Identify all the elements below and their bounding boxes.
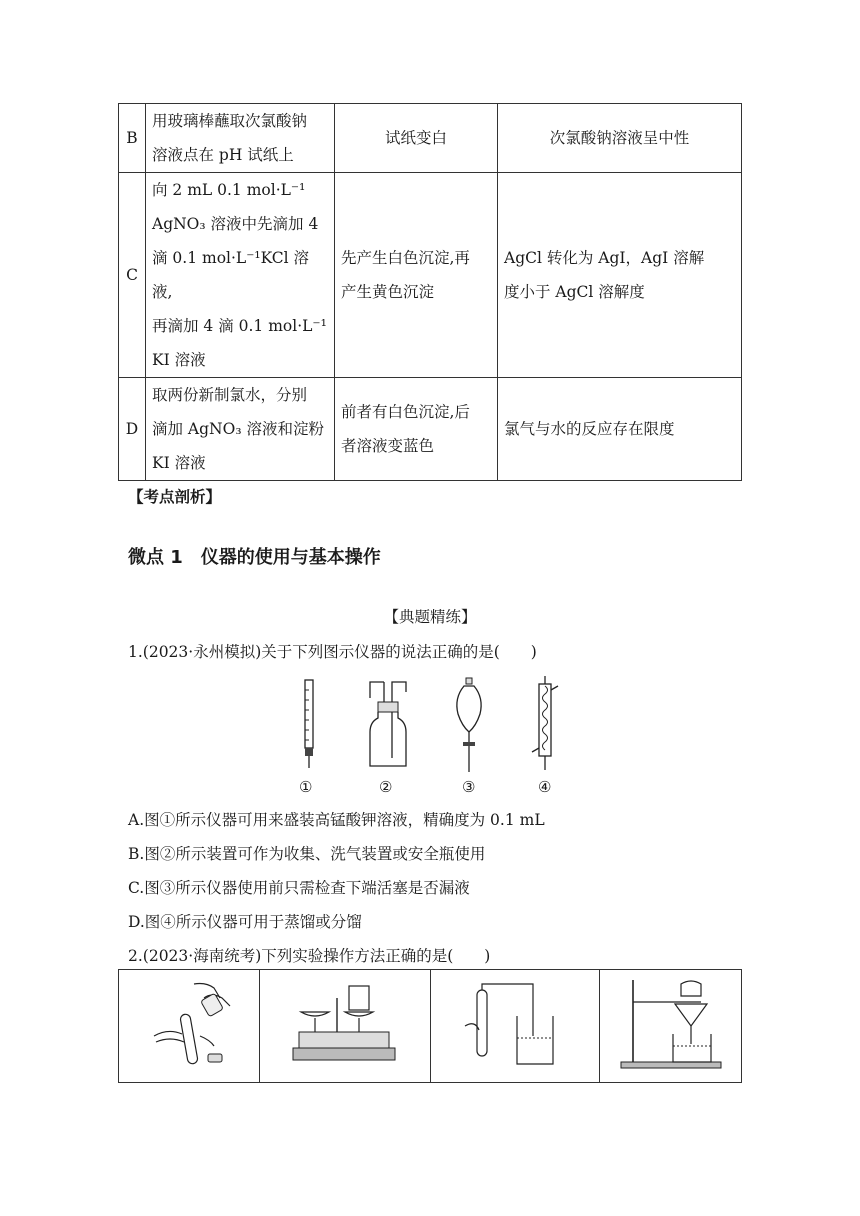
conclusion-cell (498, 378, 742, 481)
experiment-table (118, 103, 742, 481)
instrument-figure (290, 676, 600, 798)
image-cell (431, 970, 600, 1083)
exercise-heading: 【典题精练】 (383, 608, 477, 626)
condenser-icon (526, 676, 566, 776)
table-row (119, 104, 742, 173)
phenomenon-line: 者溶液变蓝色 (341, 437, 435, 455)
option-cell: C (119, 173, 146, 378)
figure-label: ② (379, 778, 393, 796)
phenomenon-line: 前者有白色沉淀,后 (341, 403, 470, 421)
option-a: A.图①所示仪器可用来盛装高锰酸钾溶液，精确度为 0.1 mL (128, 811, 545, 829)
gas-washing-bottle-icon (358, 676, 418, 776)
burette-icon (290, 676, 330, 776)
operation-line: 溶液点在 pH 试纸上 (152, 146, 294, 164)
filtration-apparatus-icon (611, 974, 731, 1074)
operation-cell (146, 104, 335, 173)
operation-cell (146, 378, 335, 481)
figure-label: ① (299, 778, 313, 796)
option-b: B.图②所示装置可作为收集、洗气装置或安全瓶使用 (128, 845, 486, 863)
operation-line: 用玻璃棒蘸取次氯酸钠 (152, 112, 308, 130)
balance-icon (285, 976, 405, 1072)
pouring-test-tube-icon (134, 976, 244, 1072)
operation-line: 向 2 mL 0.1 mol·L⁻¹ (152, 181, 306, 199)
conclusion-line: 度小于 AgCl 溶解度 (504, 283, 645, 301)
operation-cell (146, 173, 335, 378)
subsection-heading: 微点 1 仪器的使用与基本操作 (128, 547, 381, 568)
question-2-stem: 2.(2023·海南统考)下列实验操作方法正确的是( ) (128, 947, 491, 965)
phenomenon-line: 试纸变白 (384, 129, 447, 147)
conclusion-cell (498, 104, 742, 173)
table-row (119, 173, 742, 378)
phenomenon-line: 产生黄色沉淀 (341, 283, 435, 301)
option-cell: B (119, 104, 146, 173)
gas-collection-icon (455, 976, 575, 1072)
separatory-funnel-icon (450, 676, 490, 776)
operation-line: KI 溶液 (152, 454, 206, 472)
operation-line: KI 溶液 (152, 351, 206, 369)
phenomenon-cell (335, 104, 498, 173)
image-cell (600, 970, 742, 1083)
phenomenon-cell (335, 173, 498, 378)
phenomenon-line: 先产生白色沉淀,再 (341, 249, 470, 267)
option-d: D.图④所示仪器可用于蒸馏或分馏 (128, 913, 362, 931)
section-heading: 【考点剖析】 (128, 488, 222, 506)
operation-images-table (118, 969, 742, 1083)
option-c: C.图③所示仪器使用前只需检查下端活塞是否漏液 (128, 879, 470, 897)
operation-line: 滴加 AgNO₃ 溶液和淀粉 (152, 420, 324, 438)
figure-label: ④ (538, 778, 552, 796)
conclusion-line: 氯气与水的反应存在限度 (504, 420, 675, 438)
operation-line: AgNO₃ 溶液中先滴加 4 (152, 215, 319, 233)
image-cell (119, 970, 260, 1083)
operation-line: 取两份新制氯水，分别 (152, 386, 308, 404)
phenomenon-cell (335, 378, 498, 481)
table-row (119, 378, 742, 481)
conclusion-line: AgCl 转化为 AgI，AgI 溶解 (504, 249, 705, 267)
image-cell (260, 970, 431, 1083)
operation-line: 滴 0.1 mol·L⁻¹KCl 溶液, (152, 249, 310, 301)
operation-line: 再滴加 4 滴 0.1 mol·L⁻¹ (152, 317, 327, 335)
conclusion-cell (498, 173, 742, 378)
conclusion-line: 次氯酸钠溶液呈中性 (549, 129, 690, 147)
question-1-stem: 1.(2023·永州模拟)关于下列图示仪器的说法正确的是( ) (128, 643, 537, 661)
figure-label: ③ (462, 778, 476, 796)
option-cell: D (119, 378, 146, 481)
